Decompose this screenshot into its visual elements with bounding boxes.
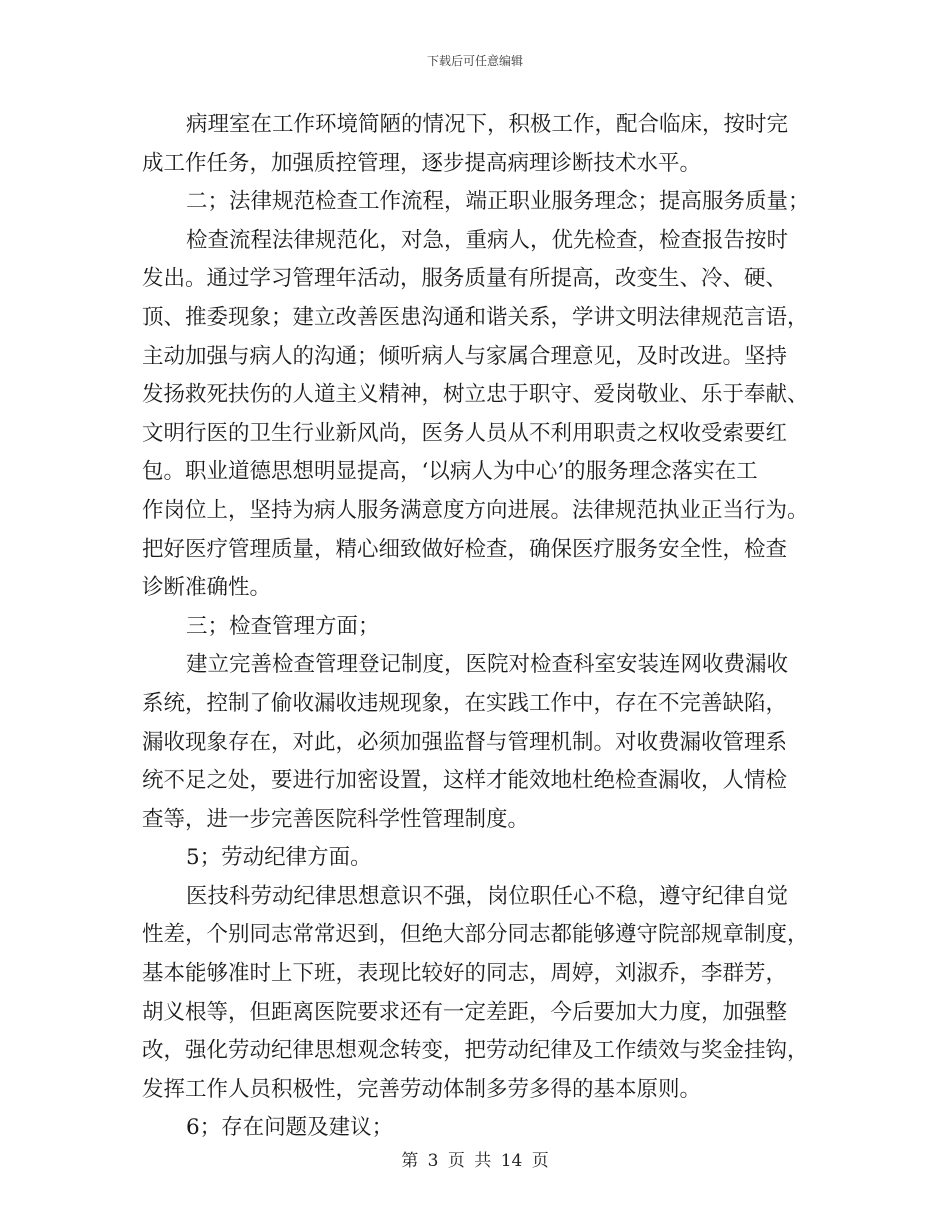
section-heading: 二；法律规范检查工作流程，端正职业服务理念；提高服务质量； <box>186 189 810 215</box>
paragraph-line: 查等，进一步完善医院科学性管理制度。 <box>142 806 530 832</box>
paragraph-line: 发扬救死扶伤的人道主义精神，树立忠于职守、爱岗敬业、乐于奉献、 <box>142 382 809 408</box>
document-body <box>142 106 810 1148</box>
paragraph-line: 把好医疗管理质量，精心细致做好检查，确保医疗服务安全性，检查 <box>142 536 788 562</box>
paragraph-line: 系统，控制了偷收漏收违规现象，在实践工作中，存在不完善缺陷， <box>142 690 788 716</box>
page-header: 下载后可任意编辑 <box>426 54 523 68</box>
paragraph-line: 医技科劳动纪律思想意识不强，岗位职任心不稳，遵守纪律自觉 <box>186 883 789 909</box>
paragraph-line: 作岗位上，坚持为病人服务满意度方向进展。法律规范执业正当行为。 <box>142 497 809 523</box>
page-number: 第 3 页 共 14 页 <box>401 1151 549 1171</box>
paragraph-line: 性差，个别同志常常迟到，但绝大部分同志都能够遵守院部规章制度， <box>142 922 809 948</box>
paragraph-line: 漏收现象存在，对此，必须加强监督与管理机制。对收费漏收管理系 <box>142 729 788 755</box>
paragraph-line: 成工作任务，加强质控管理，逐步提高病理诊断技术水平。 <box>142 150 702 176</box>
paragraph-line: 胡义根等，但距离医院要求还有一定差距，今后要加大力度，加强整 <box>142 999 788 1025</box>
paragraph-line: 发挥工作人员积极性，完善劳动体制多劳多得的基本原则。 <box>142 1076 702 1102</box>
paragraph-line: 改，强化劳动纪律思想观念转变，把劳动纪律及工作绩效与奖金挂钩， <box>142 1038 809 1064</box>
paragraph-line: 检查流程法律规范化，对急，重病人，优先检查，检查报告按时 <box>186 227 789 253</box>
paragraph-line: 主动加强与病人的沟通；倾听病人与家属合理意见，及时改进。坚持 <box>142 343 788 369</box>
section-heading: 三；检查管理方面； <box>186 613 380 639</box>
paragraph-line: 包。职业道德思想明显提高，‘以病人为中心’的服务理念落实在工 <box>142 459 758 485</box>
paragraph-line: 病理室在工作环境简陋的情况下，积极工作，配合临床，按时完 <box>186 112 789 137</box>
paragraph-line: 统不足之处，要进行加密设置，这样才能效地杜绝检查漏收，人情检 <box>142 768 788 794</box>
paragraph-line: 基本能够准时上下班，表现比较好的同志，周婷，刘淑乔，李群芳， <box>142 961 788 987</box>
paragraph-line: 发出。通过学习管理年活动，服务质量有所提高，改变生、冷、硬、 <box>142 266 788 292</box>
paragraph-line: 顶、推委现象；建立改善医患沟通和谐关系，学讲文明法律规范言语， <box>142 304 809 330</box>
section-heading: 5；劳动纪律方面。 <box>186 845 372 871</box>
section-heading: 6；存在问题及建议； <box>186 1115 394 1141</box>
paragraph-line: 文明行医的卫生行业新风尚，医务人员从不利用职责之权收受索要红 <box>142 420 788 446</box>
paragraph-line: 诊断准确性。 <box>142 575 272 601</box>
paragraph-line: 建立完善检查管理登记制度，医院对检查科室安装连网收费漏收 <box>186 652 789 678</box>
